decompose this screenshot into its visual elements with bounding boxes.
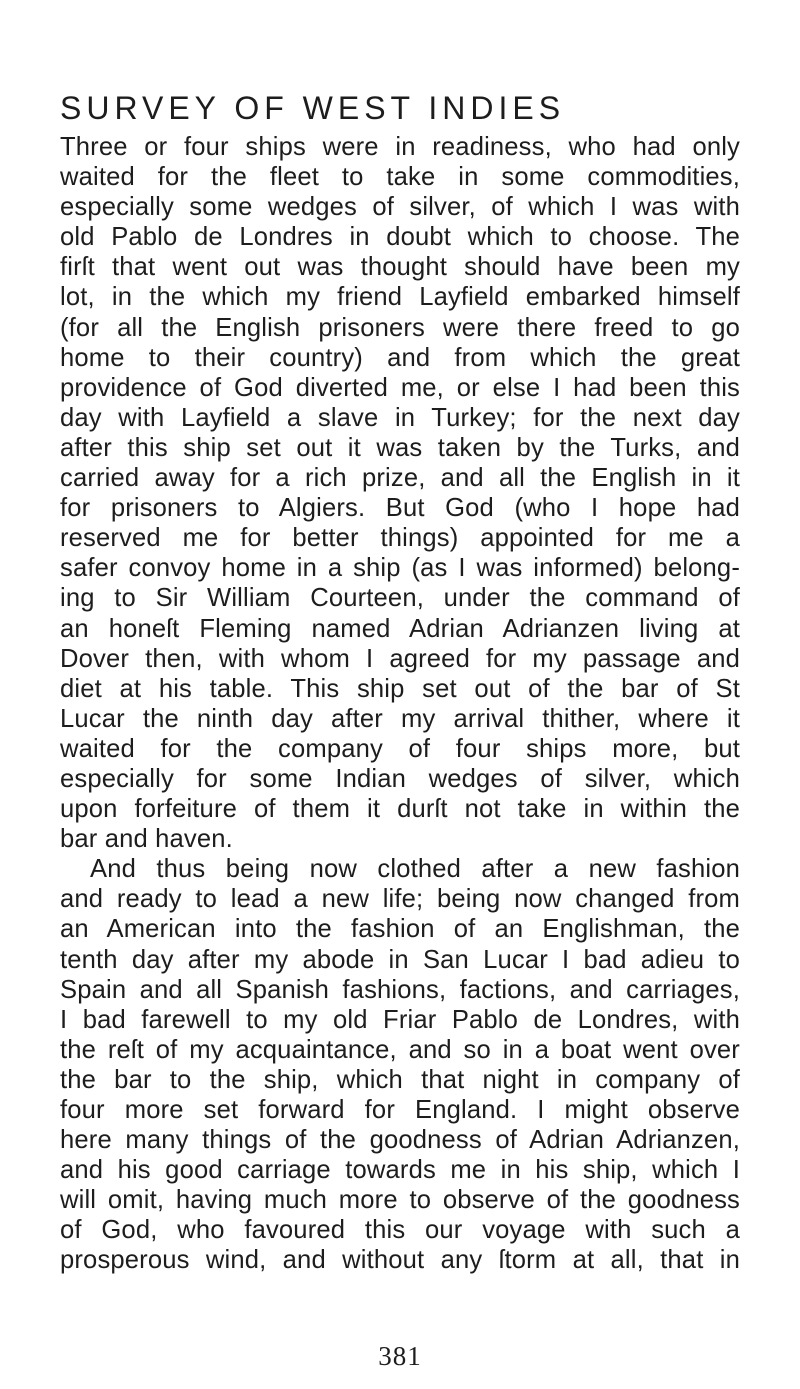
text-line: diet at his table. This ship set out of the bar of St bbox=[60, 674, 740, 703]
paragraph-2 bbox=[60, 854, 740, 1275]
text-line: the bar to the ship, which that night in company of bbox=[60, 1065, 740, 1094]
text-line: four more set forward for England. I might observe bbox=[60, 1096, 740, 1124]
text-line: lot, in the which my friend Layfield embarked himself bbox=[60, 283, 740, 312]
text-line: reserved me for better things) appointed for me a bbox=[60, 524, 740, 553]
text-line: ing to Sir William Courteen, under the command of bbox=[60, 584, 740, 613]
text-line: home to their country) and from which the great bbox=[60, 343, 740, 372]
text-line: firſt that went out was thought should have been my bbox=[60, 253, 740, 282]
text-line: will omit, having much more to observe of the goodness bbox=[60, 1186, 740, 1215]
text-line: for prisoners to Algiers. But God (who I hope had bbox=[60, 494, 740, 523]
text-line: providence of God diverted me, or else I had been this bbox=[60, 373, 740, 402]
body-text bbox=[60, 132, 740, 1276]
text-line: waited for the company of four ships more, but bbox=[60, 734, 740, 763]
text-line: the reſt of my acquaintance, and so in a boat went over bbox=[60, 1035, 740, 1064]
text-line: old Pablo de Londres in doubt which to choose. The bbox=[60, 223, 740, 252]
text-line: an honeſt Fleming named Adrian Adrianzen living at bbox=[60, 614, 740, 643]
text-line: tenth day after my abode in San Lucar I bad adieu to bbox=[60, 945, 740, 974]
text-line: (for all the English prisoners were there freed to go bbox=[60, 313, 740, 342]
page-number: 381 bbox=[378, 1341, 422, 1371]
text-line: Dover then, with whom I agreed for my passage and bbox=[60, 644, 740, 673]
text-line: especially some wedges of silver, of which I was with bbox=[60, 193, 740, 222]
text-line: bar and haven. bbox=[60, 825, 233, 854]
text-line: and ready to lead a new life; being now changed from bbox=[60, 885, 740, 914]
text-line: here many things of the goodness of Adrian Adrianzen, bbox=[60, 1126, 740, 1155]
text-line: of God, who favoured this our voyage with such a bbox=[60, 1216, 740, 1245]
text-line: day with Layfield a slave in Turkey; for the next day bbox=[60, 403, 740, 432]
text-line: Three or four ships were in readiness, who had only bbox=[60, 133, 740, 161]
text-line: prosperous wind, and without any ſtorm at all, that in bbox=[60, 1246, 740, 1275]
text-line: upon forfeiture of them it durſt not take in within the bbox=[60, 795, 740, 824]
text-line: and his good carriage towards me in his ship, which I bbox=[60, 1156, 740, 1185]
paragraph-1 bbox=[60, 132, 740, 854]
text-line: an American into the fashion of an Englishman, the bbox=[60, 915, 740, 944]
text-line: And thus being now clothed after a new fashion bbox=[90, 855, 740, 884]
text-line: safer convoy home in a ship (as I was informed) belong- bbox=[60, 554, 740, 583]
text-line: after this ship set out it was taken by the Turks, and bbox=[60, 433, 740, 462]
text-line: Spain and all Spanish fashions, factions, and carriages, bbox=[60, 975, 740, 1004]
text-line: Lucar the ninth day after my arrival thither, where it bbox=[60, 704, 740, 733]
text-line: waited for the fleet to take in some commodities, bbox=[60, 163, 740, 192]
text-line: especially for some Indian wedges of silver, which bbox=[60, 764, 740, 793]
text-line: carried away for a rich prize, and all the English in it bbox=[60, 464, 740, 493]
running-head: SURVEY OF WEST INDIES bbox=[60, 90, 566, 126]
text-line: I bad farewell to my old Friar Pablo de Londres, with bbox=[60, 1005, 740, 1034]
